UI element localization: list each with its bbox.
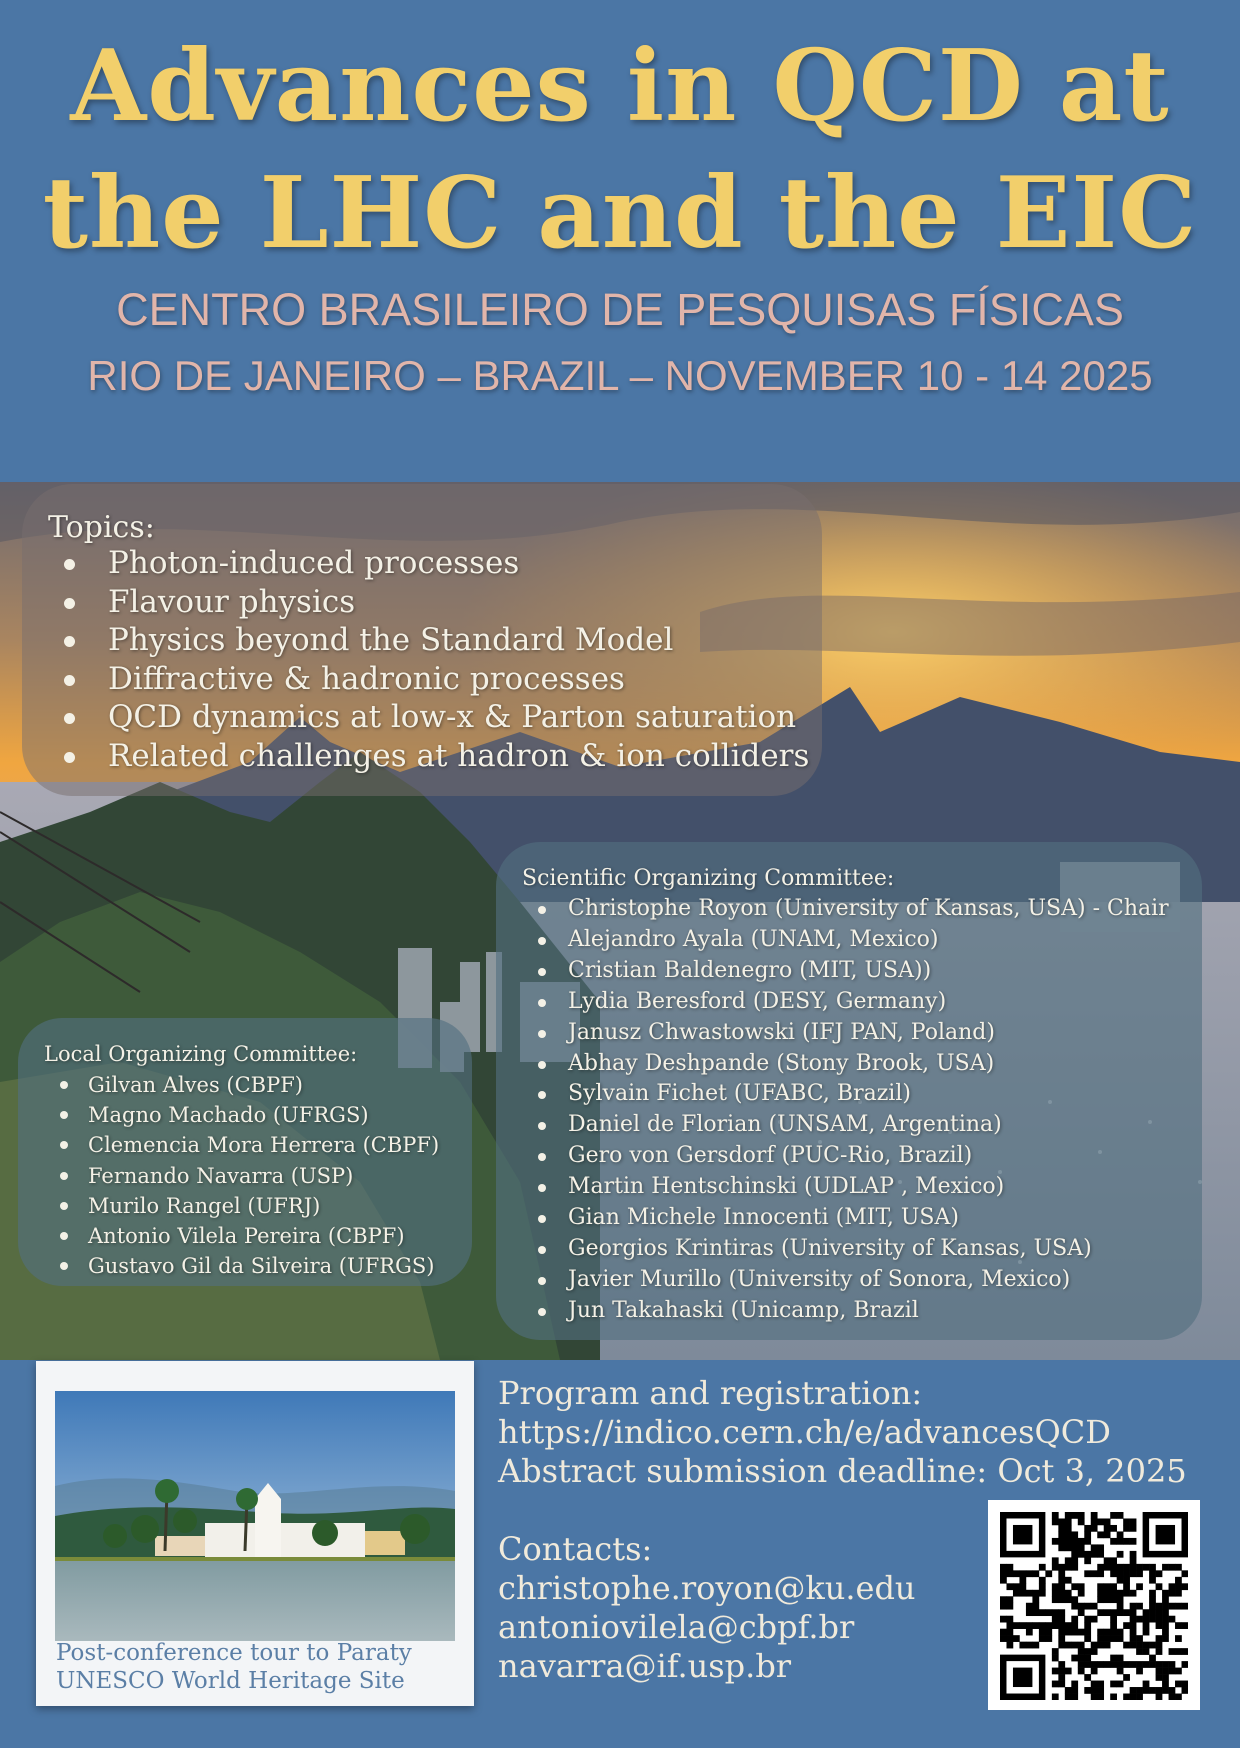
topics-panel	[22, 484, 822, 796]
committee-member: Sylvain Fichet (UFABC, Brazil)	[568, 1079, 1169, 1110]
topic-item: Photon-induced processes	[108, 544, 809, 583]
committee-member: Gian Michele Innocenti (MIT, USA)	[568, 1203, 1169, 1234]
contact-email[interactable]: antoniovilela@cbpf.br	[498, 1608, 855, 1646]
committee-member: Lydia Beresford (DESY, Germany)	[568, 987, 1169, 1018]
scientific-committee-panel	[496, 842, 1202, 1340]
paraty-caption	[56, 1639, 456, 1695]
qr-code-image	[1000, 1512, 1188, 1700]
topic-item: Diffractive & hadronic processes	[108, 660, 809, 699]
contacts-label: Contacts:	[498, 1530, 653, 1568]
committee-member: Murilo Rangel (UFRJ)	[88, 1191, 439, 1221]
contact-email[interactable]: christophe.royon@ku.edu	[498, 1569, 916, 1607]
scientific-committee-list	[568, 894, 1169, 1327]
poster-title-line-1: Advances in QCD at	[70, 29, 1170, 144]
committee-member: Georgios Krintiras (University of Kansas, USA)	[568, 1234, 1169, 1265]
committee-member: Antonio Vilela Pereira (CBPF)	[88, 1221, 439, 1251]
topic-item: Related challenges at hadron & ion colliders	[108, 737, 810, 774]
contact-email[interactable]: navarra@if.usp.br	[498, 1647, 792, 1685]
paraty-photo	[55, 1391, 455, 1641]
registration-link[interactable]: https://indico.cern.ch/e/advancesQCD	[498, 1413, 1111, 1451]
committee-member: Gero von Gersdorf (PUC-Rio, Brazil)	[568, 1141, 1169, 1172]
local-committee-list	[88, 1070, 439, 1281]
committee-member: Gustavo Gil da Silveira (UFRGS)	[88, 1251, 439, 1281]
committee-member: Daniel de Florian (UNSAM, Argentina)	[568, 1110, 1169, 1141]
topic-item: QCD dynamics at low-x & Parton saturation	[108, 698, 809, 737]
committee-member: Abhay Deshpande (Stony Brook, USA)	[568, 1049, 1169, 1080]
poster-title-line-2: the LHC and the EIC	[42, 156, 1198, 271]
location-date: RIO DE JANEIRO – BRAZIL – NOVEMBER 10 - 14 2025	[87, 352, 1153, 399]
committee-member: Clemencia Mora Herrera (CBPF)	[88, 1130, 439, 1160]
paraty-caption-line-2: UNESCO World Heritage Site	[56, 1668, 405, 1694]
committee-member: Magno Machado (UFRGS)	[88, 1100, 439, 1130]
institute-name: CENTRO BRASILEIRO DE PESQUISAS FÍSICAS	[116, 284, 1124, 335]
committee-member: Christophe Royon (University of Kansas, USA) - Chair	[568, 894, 1169, 925]
abstract-deadline: Abstract submission deadline: Oct 3, 2025	[498, 1452, 1187, 1490]
scientific-committee-heading: Scientific Organizing Committee:	[522, 866, 895, 891]
committee-member: Jun Takahaski (Unicamp, Brazil	[568, 1296, 1169, 1327]
topics-heading: Topics:	[48, 510, 155, 545]
committee-member: Fernando Navarra (USP)	[88, 1161, 439, 1191]
committee-member: Janusz Chwastowski (IFJ PAN, Poland)	[568, 1018, 1169, 1049]
local-committee-panel	[18, 1018, 472, 1286]
paraty-postcard	[36, 1361, 474, 1706]
topics-list	[108, 544, 809, 775]
topic-item: Physics beyond the Standard Model	[108, 621, 809, 660]
committee-member: Gilvan Alves (CBPF)	[88, 1070, 439, 1100]
committee-member: Martin Hentschinski (UDLAP , Mexico)	[568, 1172, 1169, 1203]
committee-member: Cristian Baldenegro (MIT, USA))	[568, 956, 1169, 987]
paraty-caption-line-1: Post-conference tour to Paraty	[56, 1640, 412, 1666]
local-committee-heading: Local Organizing Committee:	[44, 1042, 358, 1066]
topic-item: Flavour physics	[108, 583, 809, 622]
committee-member: Alejandro Ayala (UNAM, Mexico)	[568, 925, 1169, 956]
committee-member: Javier Murillo (University of Sonora, Mexico)	[568, 1265, 1169, 1296]
qr-code[interactable]	[988, 1500, 1200, 1710]
registration-label: Program and registration:	[498, 1374, 923, 1412]
